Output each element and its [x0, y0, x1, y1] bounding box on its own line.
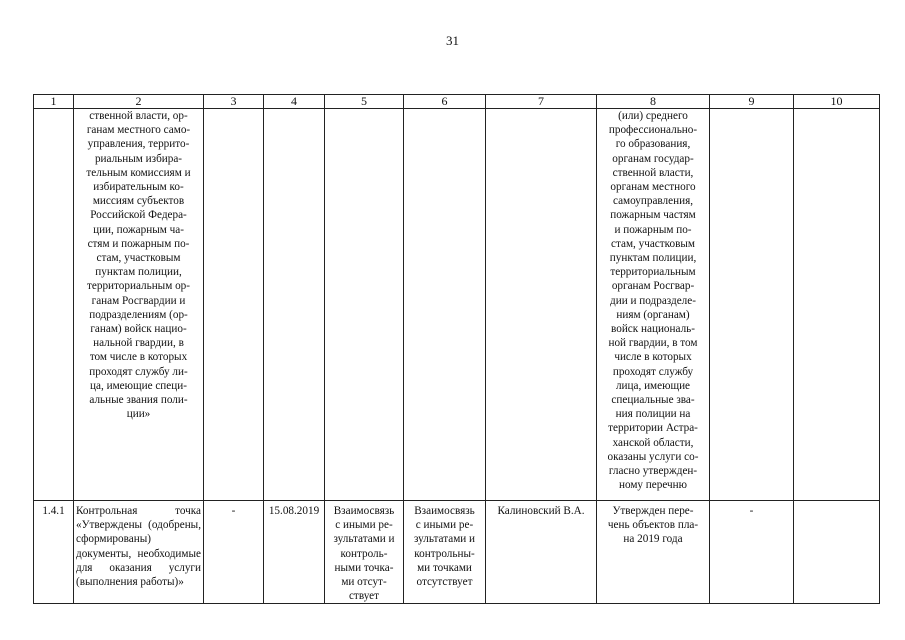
- header-col-7: 7: [486, 95, 597, 109]
- cell-cont-col-10: [794, 109, 880, 501]
- cell-cont-col-3: [204, 109, 264, 501]
- cell-cont-col-5: [325, 109, 404, 501]
- table-row-1-4-1: [34, 501, 880, 604]
- cell-141-col-10: [794, 501, 880, 604]
- cell-cont-col-7: [486, 109, 597, 501]
- header-col-5: 5: [325, 95, 404, 109]
- cell-cont-col-1: [34, 109, 74, 501]
- cell-141-col-5: Взаимосвязь с иными ре- зультатами и контроль- ными точка- ми отсут- ствует: [325, 501, 404, 604]
- cell-141-col-3: -: [204, 501, 264, 604]
- header-col-9: 9: [710, 95, 794, 109]
- table-row-continuation: [34, 109, 880, 501]
- cell-141-responsible: Калиновский В.А.: [486, 501, 597, 604]
- cell-141-name: Контрольная точка «Утверждены (одобрены, сформированы) документы, необходимые для оказания услуги (выполнения работы)»: [74, 501, 204, 604]
- header-col-2: 2: [74, 95, 204, 109]
- header-row: [34, 95, 880, 109]
- header-col-10: 10: [794, 95, 880, 109]
- plan-table: [33, 94, 880, 604]
- cell-cont-col-2: ственной власти, ор- ганам местного само- управления, террито- риальным избира- тельным комиссиям и избирательным ко- миссиям субъектов Российской Федера- ции, пожарным ча- стям и пожарным по- стам, участковым пунктам полиции, территориальным ор- ганам Росгвардии и подразделениям (ор- ганам) войск нацио- нальной гвардии, в том числе в которых проходят службу ли- ца, имеющие специ- альные звания поли- ции»: [74, 109, 204, 501]
- cell-141-date: 15.08.2019: [264, 501, 325, 604]
- cell-141-col-6: Взаимосвязь с иными ре- зультатами и контрольны- ми точками отсутствует: [404, 501, 486, 604]
- page-number: 31: [446, 33, 459, 48]
- cell-141-number: 1.4.1: [34, 501, 74, 604]
- cell-cont-col-8: (или) среднего профессионально- го образования, органам государ- ственной власти, органам местного самоуправления, пожарным частям и пожарным по- стам, участковым пунктам полиции, территориальным органам Росгвар- дии и подразделе- ниям (органам) войск националь- ной гвардии, в том числе в которых проходят службу лица, имеющие специальные зва- ния полиции на территории Астра- ханской области, оказаны услуги со- гласно утвержден- ному перечню: [597, 109, 710, 501]
- cell-cont-col-4: [264, 109, 325, 501]
- cell-cont-col-9: [710, 109, 794, 501]
- header-col-1: 1: [34, 95, 74, 109]
- cell-141-col-9: -: [710, 501, 794, 604]
- cell-141-result: Утвержден пере- чень объектов пла- на 2019 года: [597, 501, 710, 604]
- header-col-4: 4: [264, 95, 325, 109]
- header-col-6: 6: [404, 95, 486, 109]
- header-col-8: 8: [597, 95, 710, 109]
- header-col-3: 3: [204, 95, 264, 109]
- cell-cont-col-6: [404, 109, 486, 501]
